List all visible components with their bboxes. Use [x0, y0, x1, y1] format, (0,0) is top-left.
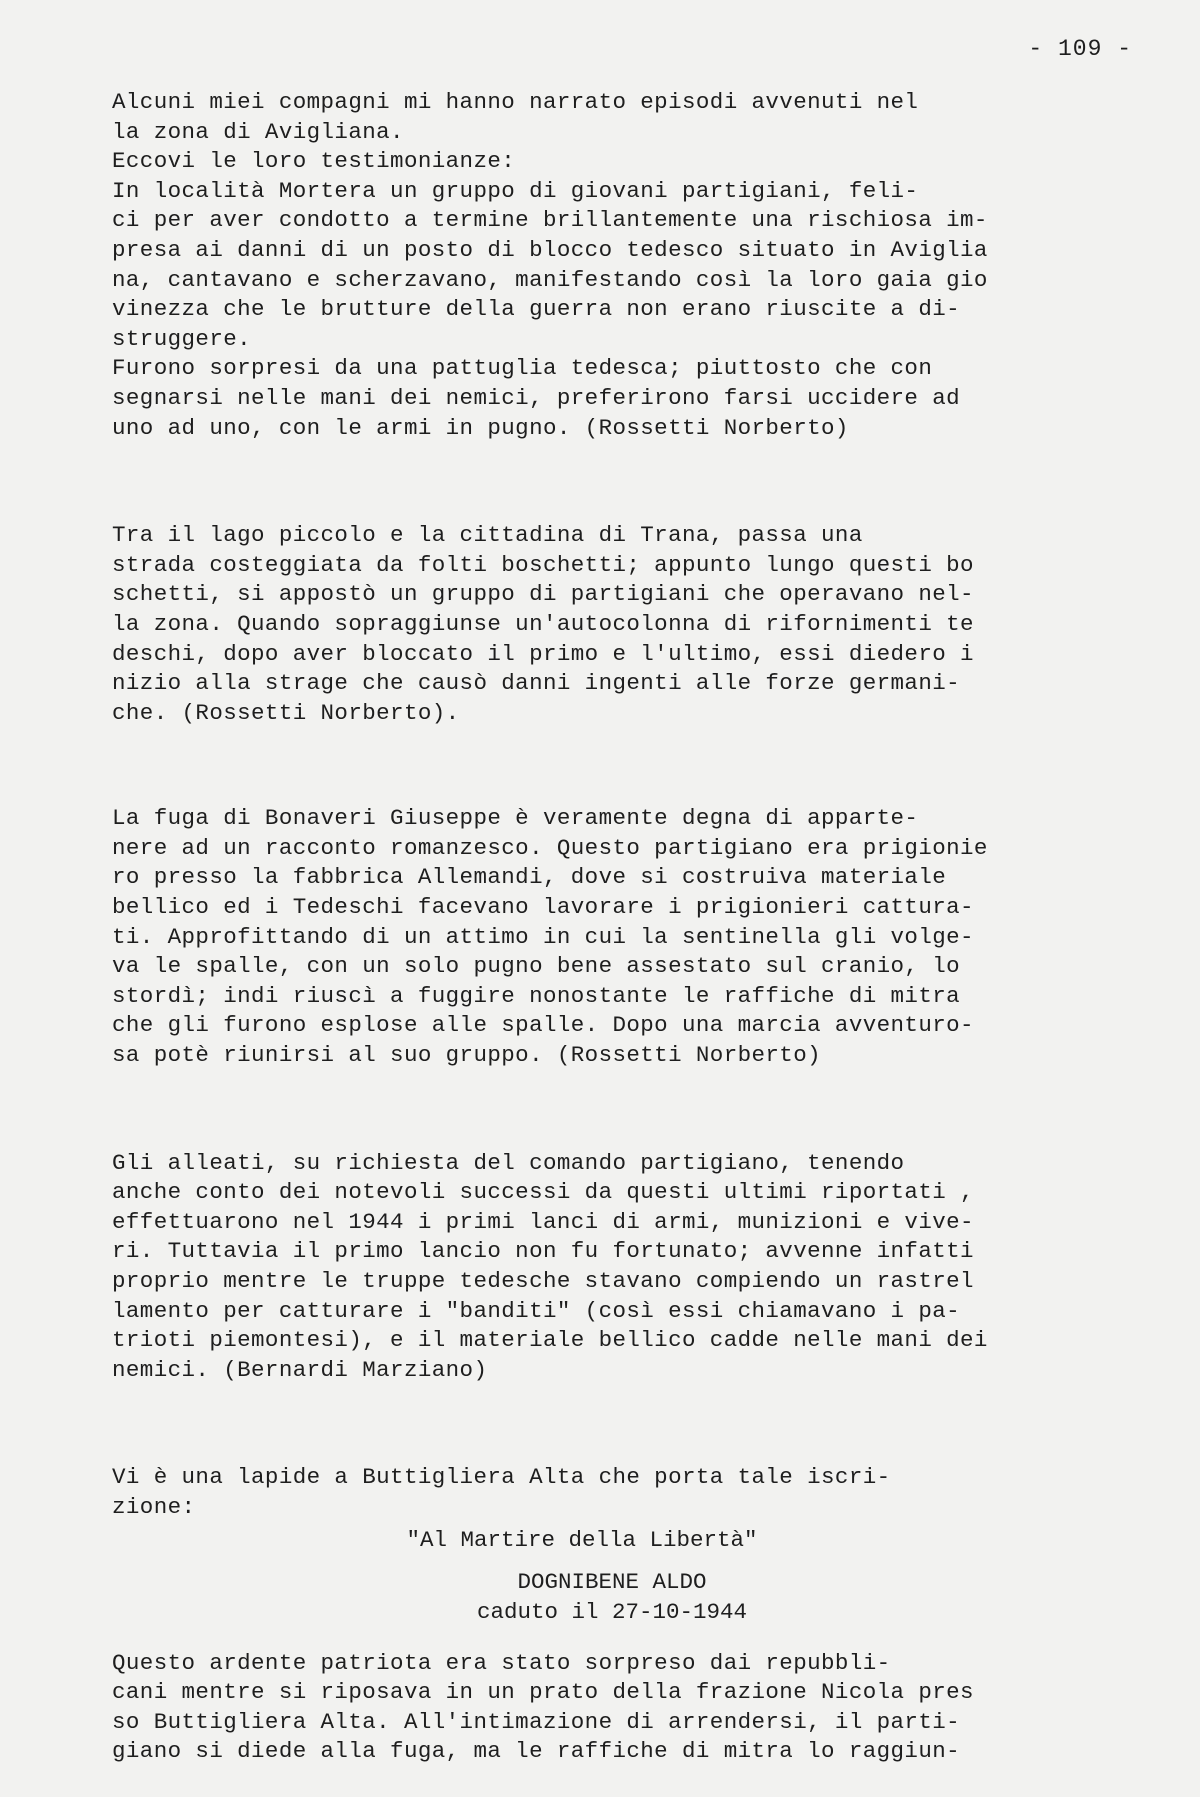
- inscription: [112, 1525, 1112, 1627]
- document-body: [112, 88, 1112, 1767]
- paragraph-allies: Gli alleati, su richiesta del comando partigiano, tenendo anche conto dei notevoli successi da questi ultimi riportati , effettuarono nel 1944 i primi lanci di armi, munizioni e vive- ri. Tuttavia il primo lancio non fu fortunato; avvenne infatti proprio mentre le truppe tedesche stavano compiendo un rastrel lamento per catturare i "banditi" (così essi chiamavano i pa- trioti piemontesi), e il materiale bellico cadde nelle mani dei nemici. (Bernardi Marziano): [112, 1149, 988, 1383]
- paragraph-intro: Alcuni miei compagni mi hanno narrato episodi avvenuti nel la zona di Avigliana.: [112, 89, 919, 145]
- paragraph-lapide: Vi è una lapide a Buttigliera Alta che porta tale iscri- zione:: [112, 1464, 891, 1520]
- paragraph-patriot: Questo ardente patriota era stato sorpreso dai repubbli- cani mentre si riposava in un prato della frazione Nicola pres so Buttigliera Alta. All'intimazione di arrendersi, il parti- giano si diede alla fuga, ma le raffiche di mitra lo raggiun-: [112, 1649, 974, 1765]
- inscription-dedication: "Al Martire della Libertà": [406, 1526, 758, 1553]
- inscription-date: caduto il 27-10-1944: [476, 1598, 748, 1625]
- paragraph-mortera: In località Mortera un gruppo di giovani partigiani, feli- ci per aver condotto a termine brillantemente una rischiosa im- presa ai danni di un posto di blocco tedesco situato in Aviglia na, cantavano e scherzavano, manifestando così la loro gaia gio vinezza che le brutture della guerra non erano riuscite a di- struggere.: [112, 177, 988, 352]
- paragraph-bonaveri: La fuga di Bonaveri Giuseppe è veramente degna di apparte- nere ad un racconto romanzesco. Questo partigiano era prigionie ro presso la fabbrica Allemandi, dove si costruiva materiale bellico ed i Tedeschi facevano lavorare i prigionieri cattura- ti. Approfittando di un attimo in cui la sentinella gli volge- va le spalle, con un solo pugno bene assestato sul cranio, lo stordì; indi riuscì a fuggire nonostante le raffiche di mitra che gli furono esplose alle spalle. Dopo una marcia avventuro- sa potè riunirsi al suo gruppo. (Rossetti Norberto): [112, 805, 988, 1069]
- paragraph-ambush: Furono sorpresi da una pattuglia tedesca; piuttosto che con segnarsi nelle mani dei nemici, preferirono farsi uccidere ad uno ad uno, con le armi in pugno. (Rossetti Norberto): [112, 355, 961, 441]
- paragraph-testimonies-heading: Eccovi le loro testimonianze:: [112, 148, 516, 175]
- inscription-name: DOGNIBENE ALDO: [517, 1568, 707, 1595]
- page-number: - 109 -: [1028, 36, 1132, 62]
- paragraph-trana: Tra il lago piccolo e la cittadina di Trana, passa una strada costeggiata da folti boschetti; appunto lungo questi bo schetti, si appostò un gruppo di partigiani che operavano nel- la zona. Quando sopraggiunse un'autocolonna di rifornimenti te deschi, dopo aver bloccato il primo e l'ultimo, essi diedero i nizio alla strage che causò danni ingenti alle forze germani- che. (Rossetti Norberto).: [112, 522, 974, 726]
